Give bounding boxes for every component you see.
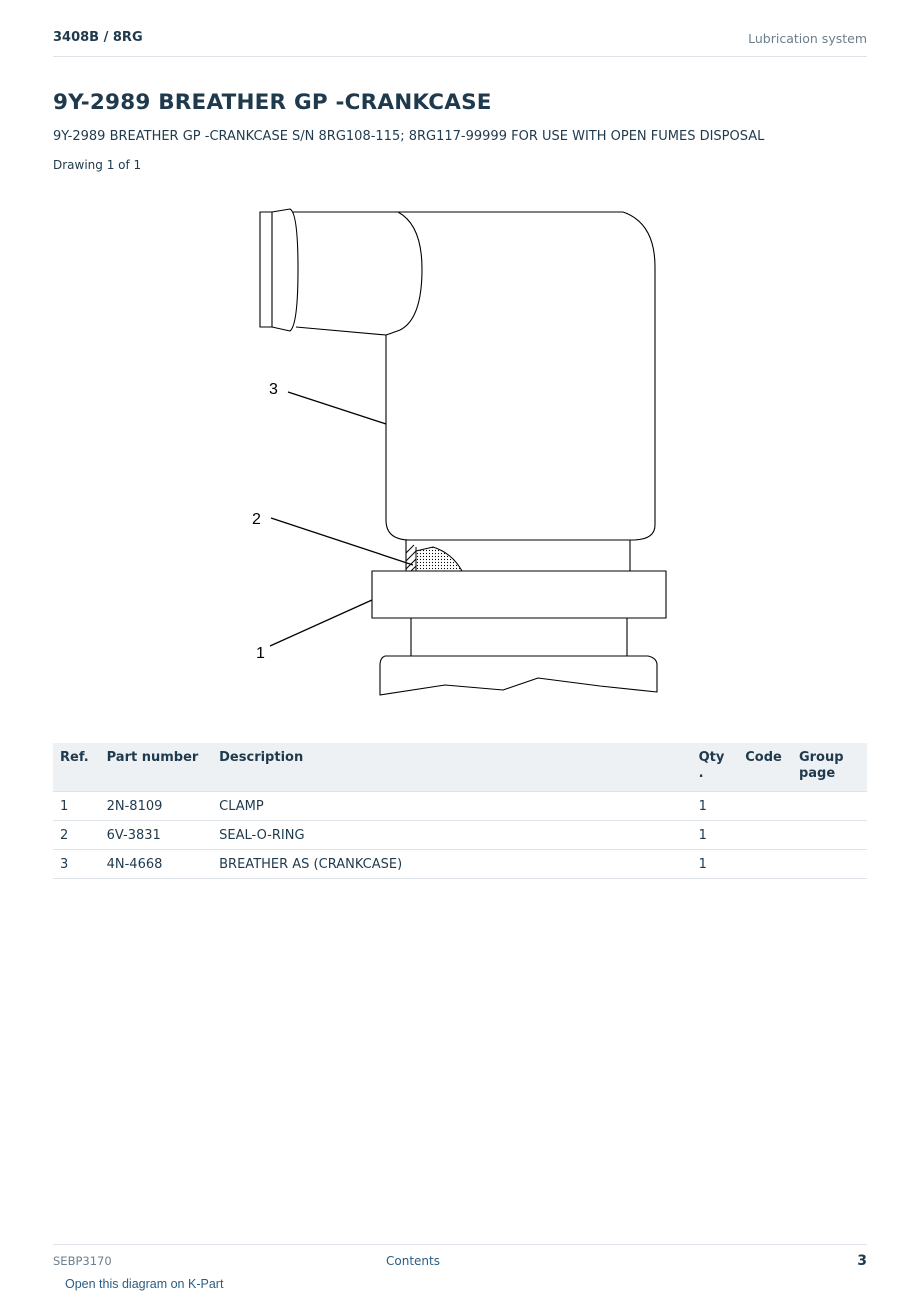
page-subtitle: 9Y-2989 BREATHER GP -CRANKCASE S/N 8RG108-115; 8RG117-99999 FOR USE WITH OPEN FUMES DISPOSAL [53, 129, 765, 144]
hatch-4 [411, 566, 416, 571]
col-header-description: Description [212, 743, 691, 792]
o-ring-seal [416, 547, 462, 571]
cell-qty: 1 [692, 792, 739, 821]
callout-1: 1 [256, 645, 265, 662]
page-footer [53, 1244, 867, 1275]
clamp-band [372, 571, 666, 618]
col-header-part-number: Part number [100, 743, 213, 792]
contents-link[interactable]: Contents [386, 1254, 440, 1268]
table-header-row [53, 743, 867, 792]
pipe-end-flange [260, 212, 272, 327]
leader-line-3 [288, 392, 386, 424]
cell-qty: 1 [692, 850, 739, 879]
leader-line-2 [271, 518, 413, 565]
parts-table [53, 743, 867, 879]
callout-3: 3 [269, 381, 278, 398]
table-row [53, 850, 867, 879]
cell-group-page [792, 821, 867, 850]
cell-description: BREATHER AS (CRANKCASE) [212, 850, 691, 879]
section-label: Lubrication system [748, 31, 867, 46]
cell-qty: 1 [692, 821, 739, 850]
kpart-link[interactable]: Open this diagram on K-Part [65, 1277, 224, 1291]
cell-group-page [792, 850, 867, 879]
cell-code [738, 792, 792, 821]
callout-2: 2 [252, 511, 261, 528]
cell-ref: 1 [53, 792, 100, 821]
page-number: 3 [857, 1253, 867, 1269]
cell-code [738, 821, 792, 850]
cell-part-number: 2N-8109 [100, 792, 213, 821]
cell-part-number: 6V-3831 [100, 821, 213, 850]
cell-group-page [792, 792, 867, 821]
hatch-1 [406, 545, 414, 553]
page-title: 9Y-2989 BREATHER GP -CRANKCASE [53, 90, 492, 115]
pipe-end-ring [272, 209, 298, 331]
cell-description: SEAL-O-RING [212, 821, 691, 850]
breather-drawing [230, 195, 690, 715]
cell-ref: 3 [53, 850, 100, 879]
drawing-label: Drawing 1 of 1 [53, 158, 142, 172]
model-label: 3408B / 8RG [53, 30, 143, 45]
cell-part-number: 4N-4668 [100, 850, 213, 879]
cell-code [738, 850, 792, 879]
col-header-code: Code [738, 743, 792, 792]
cell-description: CLAMP [212, 792, 691, 821]
leader-line-1 [270, 600, 372, 646]
inlet-pipe [292, 212, 422, 335]
table-row [53, 821, 867, 850]
page-header [53, 28, 867, 57]
doc-id: SEBP3170 [53, 1254, 112, 1268]
parts-diagram [230, 195, 690, 715]
col-header-qty: Qty . [692, 743, 739, 792]
col-header-group-page: Group page [792, 743, 867, 792]
hatch-2 [406, 551, 416, 561]
col-header-ref: Ref. [53, 743, 100, 792]
table-row [53, 792, 867, 821]
cell-ref: 2 [53, 821, 100, 850]
breather-body [386, 212, 655, 540]
breather-base [380, 656, 657, 695]
